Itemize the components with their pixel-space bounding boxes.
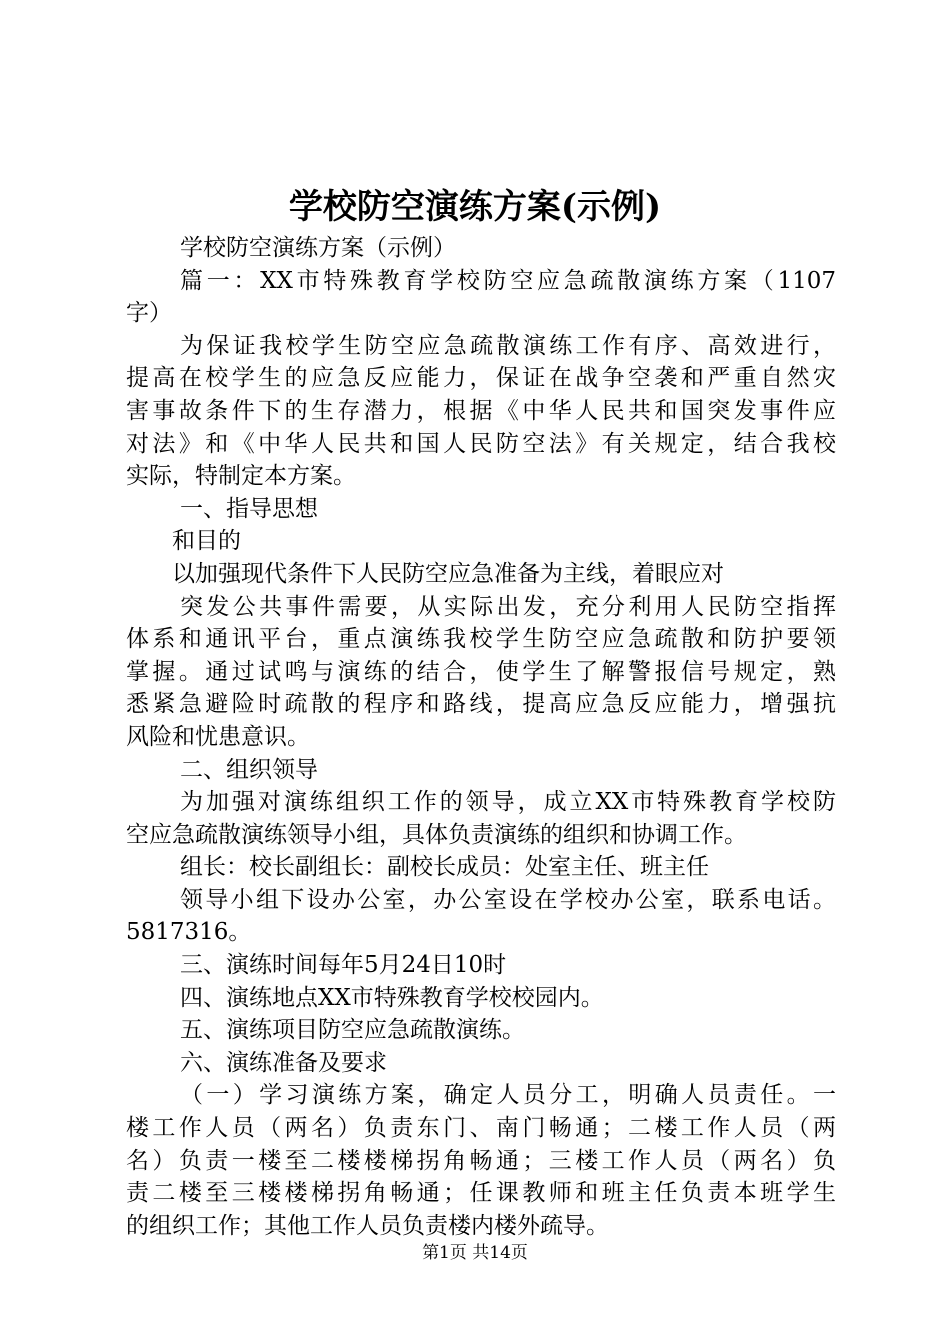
text-line: 悉紧急避险时疏散的程序和路线，提高应急反应能力，增强抗: [126, 691, 836, 718]
section-heading: 五、演练项目防空应急疏散演练。: [180, 1017, 525, 1044]
section-heading: 一、指导思想: [180, 495, 318, 522]
text-line: 掌握。通过试鸣与演练的结合，使学生了解警报信号规定，熟: [126, 658, 836, 685]
document-body: [126, 232, 836, 1242]
text-line: 组长：校长副组长：副校长成员：处室主任、班主任: [180, 854, 709, 881]
text-line: 楼工作人员（两名）负责东门、南门畅通；二楼工作人员（两: [126, 1115, 836, 1142]
text-line: 突发公共事件需要，从实际出发，充分利用人民防空指挥: [180, 593, 836, 620]
text-line: 和目的: [172, 528, 241, 555]
text-line: 体系和通讯平台，重点演练我校学生防空应急疏散和防护要领: [126, 626, 836, 653]
text-line: 以加强现代条件下人民防空应急准备为主线，着眼应对: [172, 560, 724, 587]
text-line: 名）负责一楼至二楼楼梯拐角畅通；三楼工作人员（两名）负: [126, 1147, 836, 1174]
page-title: 学校防空演练方案(示例): [288, 187, 662, 227]
text-line: 字）: [126, 300, 172, 327]
section-heading-line: 篇一：XX市特殊教育学校防空应急疏散演练方案（1107: [180, 267, 836, 294]
text-line: 领导小组下设办公室，办公室设在学校办公室，联系电话。: [180, 886, 836, 913]
text-line: 提高在校学生的应急反应能力，保证在战争空袭和严重自然灾: [126, 365, 836, 392]
section-heading: 六、演练准备及要求: [180, 1049, 387, 1076]
subtitle-line: 学校防空演练方案（示例）: [180, 235, 456, 261]
page-footer: 第1页 共14页: [422, 1243, 528, 1263]
section-heading: 三、演练时间每年5月24日10时: [180, 952, 507, 979]
text-line: 实际，特制定本方案。: [126, 463, 356, 490]
text-line: 为保证我校学生防空应急疏散演练工作有序、高效进行，: [180, 332, 836, 359]
text-line: 害事故条件下的生存潜力，根据《中华人民共和国突发事件应: [126, 397, 836, 424]
text-line: 为加强对演练组织工作的领导，成立XX市特殊教育学校防: [180, 789, 836, 816]
text-line: 空应急疏散演练领导小组，具体负责演练的组织和协调工作。: [126, 821, 747, 848]
text-line: （一）学习演练方案，确定人员分工，明确人员责任。一: [180, 1082, 836, 1109]
section-heading: 二、组织领导: [180, 756, 318, 783]
section-heading: 四、演练地点XX市特殊教育学校校园内。: [180, 984, 604, 1011]
text-line: 对法》和《中华人民共和国人民防空法》有关规定，结合我校: [126, 430, 836, 457]
text-line: 风险和忧患意识。: [126, 723, 310, 750]
text-line: 的组织工作；其他工作人员负责楼内楼外疏导。: [126, 1212, 609, 1239]
text-line: 责二楼至三楼楼梯拐角畅通；任课教师和班主任负责本班学生: [126, 1180, 836, 1207]
text-line: 5817316。: [126, 919, 252, 946]
